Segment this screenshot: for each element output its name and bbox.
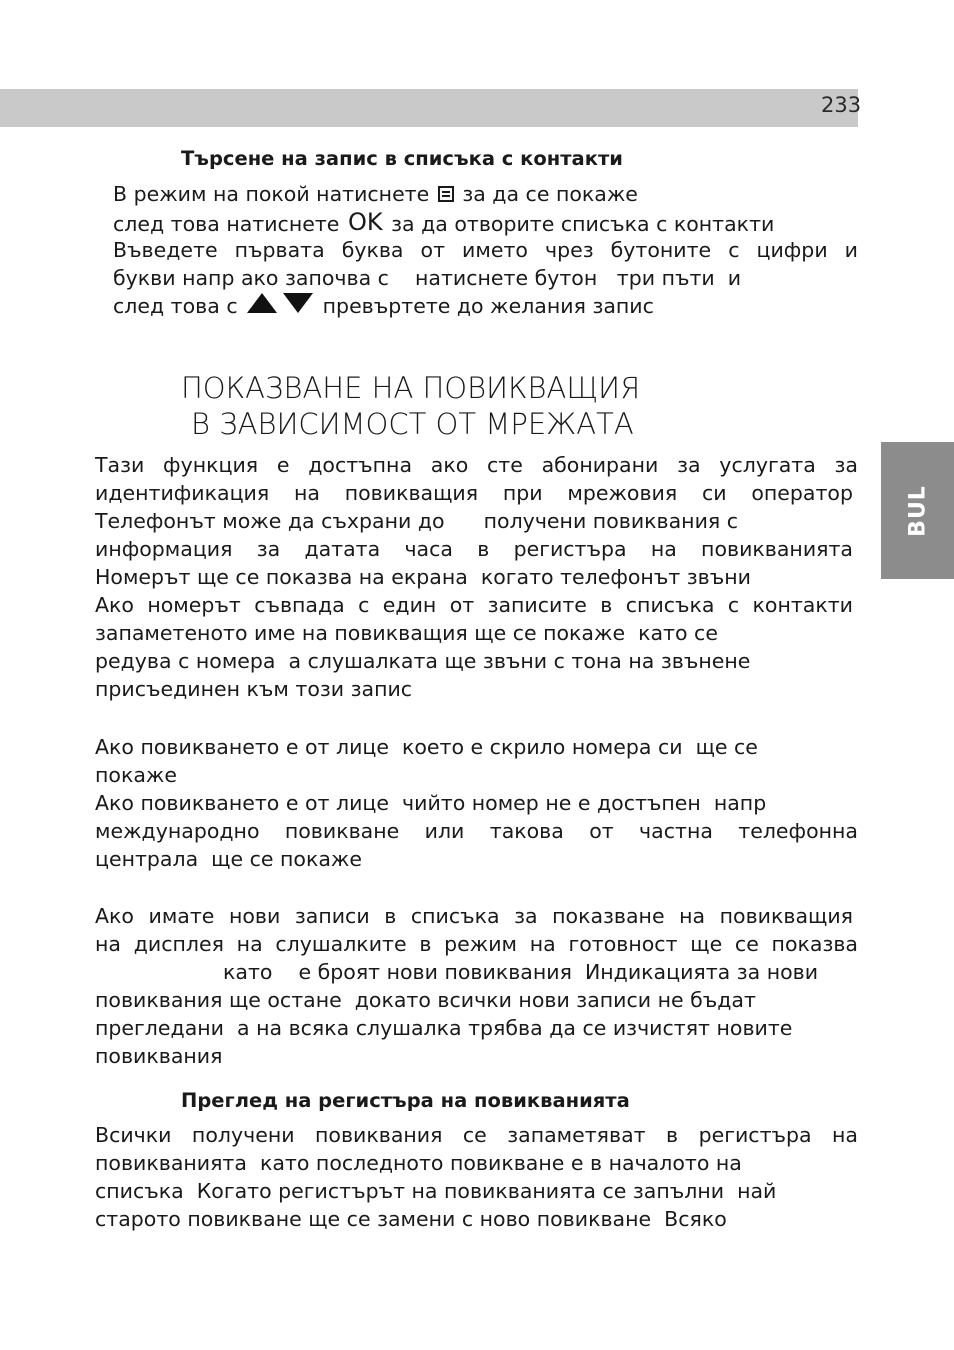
- call-log-line: списъка Когато регистърът на повикванията се запълни най: [95, 1179, 777, 1203]
- caller-id-p1-line: идентификация на повикващия при мрежовия си оператор: [95, 481, 853, 505]
- call-log-line: Всички получени повиквания се запаметяват в регистъра на: [95, 1123, 858, 1147]
- caller-id-p1-line: информация за датата часа в регистъра на повикванията: [95, 537, 853, 561]
- caller-id-p3-line: Ако имате нови записи в списъка за показване на повикващия: [95, 904, 853, 928]
- search-contact-heading: Търсене на запис в списъка с контакти: [181, 147, 623, 170]
- caller-id-p3-line: на дисплея на слушалките в режим на готовност ще се показва: [95, 932, 858, 956]
- caller-id-p1-line: Ако номерът съвпада с един от записите в списъка с контакти: [95, 593, 853, 617]
- caller-id-p1-line: запаметеното име на повикващия ще се покаже като се: [95, 621, 718, 645]
- page-number: 233: [821, 93, 862, 117]
- ok-key-symbol: OK: [347, 208, 383, 236]
- language-tab: [881, 442, 954, 579]
- up-arrow-icon: [247, 293, 277, 313]
- search-line-2-a: след това натиснете: [113, 212, 340, 236]
- caller-id-p2-line: международно повикване или такова от частна телефонна: [95, 819, 858, 843]
- search-line-1-a: В режим на покой натиснете: [113, 182, 430, 206]
- caller-id-p2-line: покаже: [95, 763, 177, 787]
- call-log-line: повикванията като последното повикване е в началото на: [95, 1151, 742, 1175]
- caller-id-p2-line: централа ще се покаже: [95, 847, 362, 871]
- header-bar: [0, 89, 858, 127]
- search-line-5: [113, 292, 654, 320]
- call-log-line: старото повикване ще се замени с ново повикване Всяко: [95, 1207, 727, 1231]
- caller-id-p1-line: Телефонът може да съхрани до получени повиквания с: [95, 509, 739, 533]
- caller-id-p1-line: Тази функция е достъпна ако сте абонирани за услугата за: [95, 453, 858, 477]
- menu-key-icon: [438, 186, 454, 202]
- search-line-1-b: за да се покаже: [462, 182, 638, 206]
- call-log-heading: Преглед на регистъра на повикванията: [181, 1089, 630, 1112]
- search-line-2-b: за да отворите списъка с контакти: [391, 212, 775, 236]
- down-arrow-icon: [283, 293, 313, 313]
- caller-id-p3-line: като е броят нови повиквания Индикацията за нови: [223, 960, 819, 984]
- caller-id-p3-line: повиквания: [95, 1044, 223, 1068]
- caller-id-p2-line: Ако повикването е от лице което е скрило номера си ще се: [95, 735, 758, 759]
- caller-id-p2-line: Ако повикването е от лице чийто номер не е достъпен напр: [95, 791, 767, 815]
- search-line-2: [113, 208, 774, 236]
- caller-id-p1-line: присъединен към този запис: [95, 677, 413, 701]
- caller-id-p1-line: Номерът ще се показва на екрана когато телефонът звъни: [95, 565, 751, 589]
- caller-id-p3-line: прегледани а на всяка слушалка трябва да се изчистят новите: [95, 1016, 793, 1040]
- language-tab-label: BUL: [905, 484, 930, 537]
- caller-id-title-line-2: В ЗАВИСИМОСТ ОТ МРЕЖАТА: [191, 407, 634, 441]
- search-line-3: Въведете първата буква от името чрез бутоните с цифри и: [113, 238, 858, 262]
- caller-id-title-line-1: ПОКАЗВАНЕ НА ПОВИКВАЩИЯ: [181, 371, 641, 405]
- search-line-5-b: превъртете до желания запис: [322, 294, 654, 318]
- search-line-1: [113, 180, 638, 208]
- caller-id-p1-line: редува с номера а слушалката ще звъни с тона на звънене: [95, 649, 751, 673]
- search-line-4: букви напр ако започва с натиснете бутон три пъти и: [113, 266, 742, 290]
- search-line-5-a: след това с: [113, 294, 238, 318]
- caller-id-p3-line: повиквания ще остане докато всички нови записи не бъдат: [95, 988, 756, 1012]
